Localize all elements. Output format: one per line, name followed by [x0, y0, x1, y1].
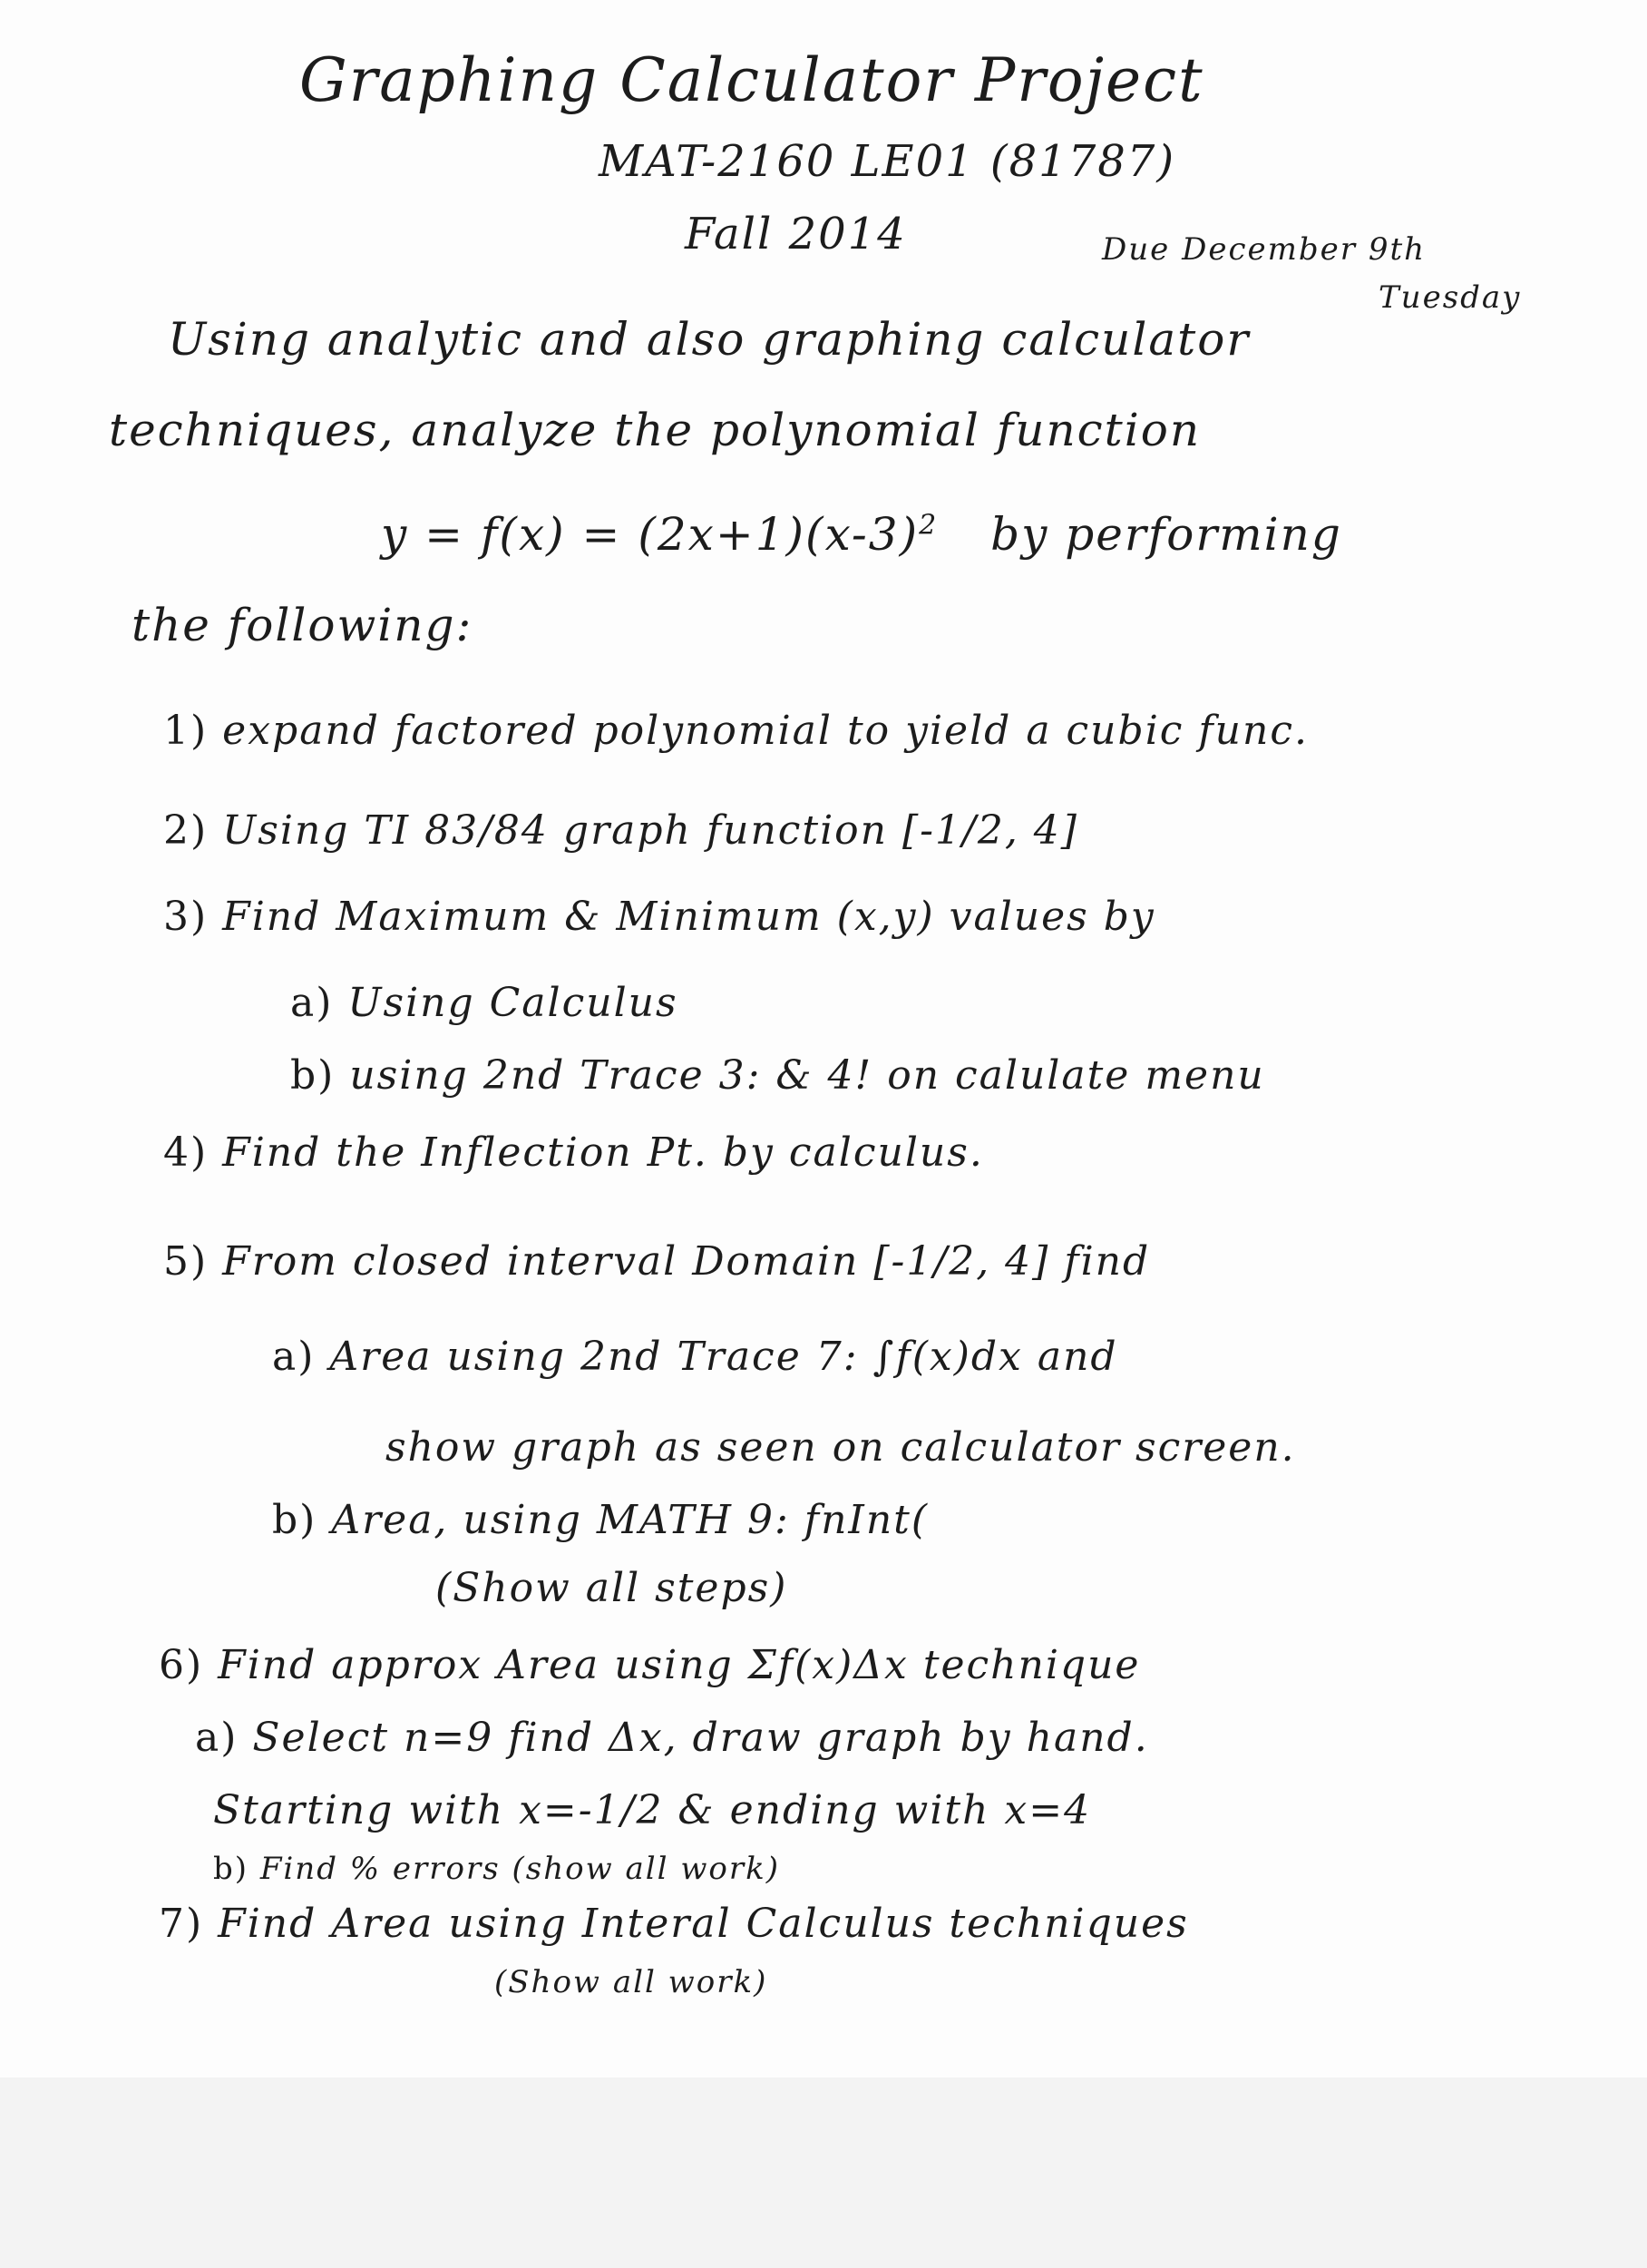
item-text: using 2nd Trace 3: & 4! on calulate menu — [349, 1052, 1265, 1099]
list-item — [163, 708, 1309, 754]
item-number: a) — [195, 1715, 239, 1761]
item-number: 4) — [163, 1129, 209, 1176]
item-number: b) — [290, 1052, 336, 1099]
item-text: Area, using MATH 9: fnInt( — [331, 1497, 929, 1543]
item-text: Starting with x=-1/2 & ending with x=4 — [213, 1787, 1092, 1833]
list-item — [272, 1497, 929, 1543]
course-code: MAT-2160 LE01 (81787) — [599, 136, 1176, 187]
item-text: From closed interval Domain [-1/2, 4] find — [222, 1238, 1151, 1285]
list-item — [385, 1424, 1296, 1471]
item-text: show graph as seen on calculator screen. — [385, 1424, 1296, 1471]
item-number: 3) — [163, 894, 209, 940]
page-title: Graphing Calculator Project — [299, 45, 1204, 115]
item-number: b) — [272, 1497, 317, 1543]
item-text: Find the Inflection Pt. by calculus. — [222, 1129, 984, 1176]
list-item — [494, 1964, 767, 2000]
item-text: Using Calculus — [347, 980, 678, 1026]
item-text: (Show all steps) — [435, 1565, 788, 1611]
item-text: Using TI 83/84 graph function [-1/2, 4] — [222, 807, 1078, 854]
list-item — [195, 1715, 1149, 1761]
item-text: Find approx Area using Σf(x)Δx technique — [218, 1642, 1141, 1688]
function-exponent: 2 — [919, 509, 939, 542]
list-item — [290, 980, 678, 1026]
intro-line-1: Using analytic and also graphing calculator — [168, 313, 1251, 366]
item-number: 2) — [163, 807, 209, 854]
intro-line-2: techniques, analyze the polynomial function — [109, 404, 1202, 456]
list-item — [435, 1565, 787, 1611]
list-item — [159, 1901, 1189, 1947]
list-item — [163, 894, 1155, 940]
function-suffix: by performing — [990, 508, 1342, 561]
intro-line-4: the following: — [132, 599, 473, 651]
list-item — [213, 1787, 1091, 1833]
list-item — [163, 1238, 1150, 1285]
item-number: 7) — [159, 1901, 204, 1947]
list-item — [272, 1334, 1118, 1380]
list-item — [163, 807, 1078, 854]
item-number: a) — [272, 1334, 316, 1380]
item-number: b) — [213, 1851, 249, 1887]
item-text: Select n=9 find Δx, draw graph by hand. — [252, 1715, 1149, 1761]
item-number: a) — [290, 980, 334, 1026]
scan-edge-shadow — [0, 2077, 1647, 2268]
list-item — [159, 1642, 1140, 1688]
term: Fall 2014 — [685, 209, 907, 259]
list-item — [290, 1052, 1265, 1099]
item-text: expand factored polynomial to yield a cubic func. — [222, 708, 1309, 754]
due-date: Due December 9th — [1102, 231, 1427, 268]
list-item — [213, 1851, 780, 1887]
item-text: Find Maximum & Minimum (x,y) values by — [222, 894, 1155, 940]
item-number: 5) — [163, 1238, 209, 1285]
list-item — [163, 1129, 984, 1176]
item-number: 1) — [163, 708, 209, 754]
item-text: Area using 2nd Trace 7: ∫f(x)dx and — [329, 1334, 1118, 1380]
item-text: Find % errors (show all work) — [259, 1851, 781, 1887]
due-day: Tuesday — [1379, 279, 1522, 316]
item-text: (Show all work) — [494, 1964, 768, 2000]
function-expression: y = f(x) = (2x+1)(x-3) — [381, 508, 920, 561]
item-number: 6) — [159, 1642, 204, 1688]
function-definition — [381, 508, 1342, 561]
item-text: Find Area using Interal Calculus techniques — [218, 1901, 1189, 1947]
